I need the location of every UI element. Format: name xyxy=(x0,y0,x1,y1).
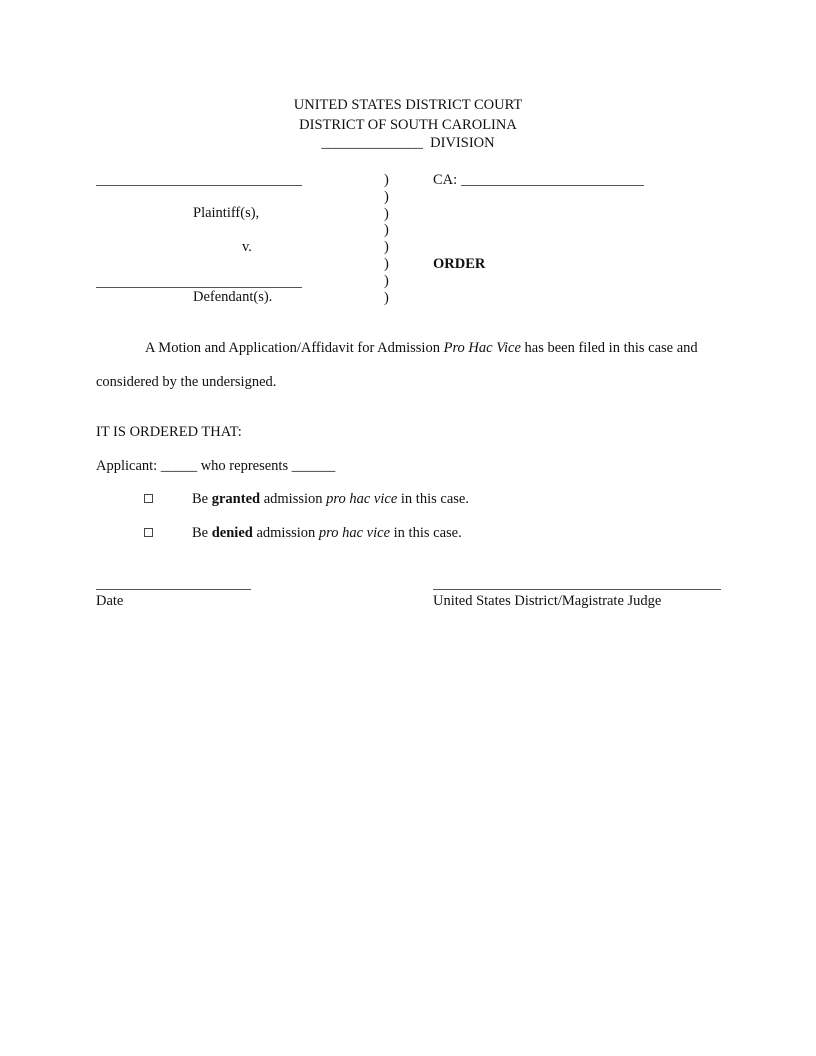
denied-option xyxy=(144,525,462,542)
date-line[interactable] xyxy=(96,589,251,590)
defendant-label: Defendant(s). xyxy=(193,289,273,305)
denied-text: Be denied admission pro hac vice in this case. xyxy=(192,525,462,541)
date-label: Date xyxy=(96,593,124,609)
applicant-line: Applicant: _____ who represents ______ xyxy=(96,458,336,474)
plaintiff-name-line[interactable] xyxy=(96,185,302,186)
court-name: UNITED STATES DISTRICT COURT xyxy=(293,97,523,113)
granted-option xyxy=(144,491,469,508)
versus-label: v. xyxy=(242,239,252,255)
motion-paragraph-line2: considered by the undersigned. xyxy=(96,374,277,390)
paren: ) xyxy=(384,172,389,188)
division-blank[interactable]: ______________ xyxy=(321,135,423,151)
ca-label: CA: xyxy=(433,172,458,188)
judge-label: United States District/Magistrate Judge xyxy=(433,593,662,609)
division-line xyxy=(0,135,816,152)
paren: ) xyxy=(384,188,389,205)
defendant-name-line[interactable] xyxy=(96,287,302,288)
plaintiff-label: Plaintiff(s), xyxy=(193,205,260,221)
granted-text: Be granted admission pro hac vice in this case. xyxy=(192,491,469,507)
ordered-heading: IT IS ORDERED THAT: xyxy=(96,424,242,440)
caption-parens xyxy=(384,172,389,306)
paren: ) xyxy=(384,289,389,306)
paren: ) xyxy=(384,205,389,222)
judge-signature-line[interactable] xyxy=(433,589,721,590)
paren: ) xyxy=(384,272,389,289)
order-title: ORDER xyxy=(433,256,486,272)
granted-checkbox[interactable] xyxy=(144,494,153,503)
ca-number-line[interactable] xyxy=(461,185,644,186)
denied-checkbox[interactable] xyxy=(144,528,153,537)
motion-paragraph-line1: A Motion and Application/Affidavit for Admission Pro Hac Vice has been filed in this case and xyxy=(145,340,698,356)
district-name: DISTRICT OF SOUTH CAROLINA xyxy=(299,117,517,133)
paren: ) xyxy=(384,239,389,256)
paren: ) xyxy=(384,255,389,272)
paren: ) xyxy=(384,222,389,239)
division-label: DIVISION xyxy=(430,135,495,151)
